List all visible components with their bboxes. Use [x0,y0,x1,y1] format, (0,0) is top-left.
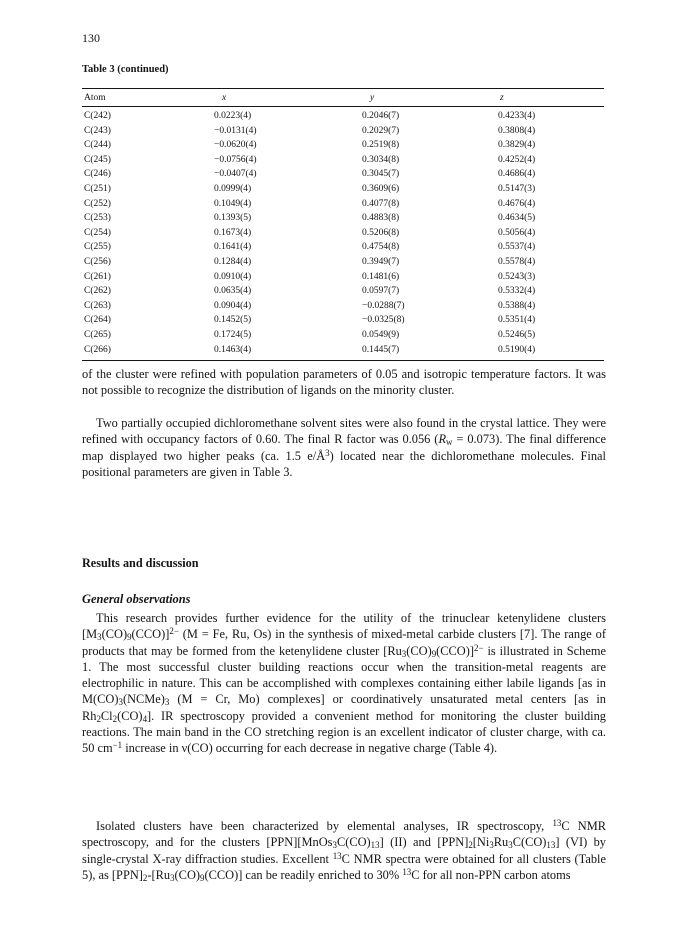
cell-atom: C(253) [84,213,111,224]
paragraph-continuation: of the cluster were refined with population parameters of 0.05 and isotropic temperature factors. It was not possible to recognize the distribution of ligands on the minority cluster. [82,367,606,398]
cell-x: 0.0999(4) [214,183,252,194]
cell-y: 0.0549(9) [362,329,400,340]
cell-atom: C(251) [84,183,111,194]
cell-z: 0.5351(4) [498,315,536,326]
paragraph-characterization: Isolated clusters have been characterized by elemental analyses, IR spectroscopy, $^{13}$C NMR spectroscopy, and for the clusters $[PPN][MnOs_3C(CO)_{13}]$ (II) and $[PPN]_2[Ni_3Ru_3C(CO)_{13}]$ (VI) by single-crystal X-ray diffraction studies. Excellent $^{13}$C NMR spectra were obtained for all clusters (Table 5), as $[PPN]_2-[Ru_3(CO)_9(CCO)]$ can be readily enriched to 30% $^{13}$C for all non-PPN carbon atoms [82,817,607,884]
table-row [82,240,604,255]
table-row [82,313,604,328]
table-caption: Table 3 (continued) [82,64,169,75]
cell-x: −0.0131(4) [214,125,257,136]
cell-x: −0.0407(4) [214,169,257,180]
cell-z: 0.5332(4) [498,286,536,297]
cell-x: −0.0620(4) [214,140,257,151]
table-row [82,255,604,270]
cell-z: 0.5190(4) [498,344,536,355]
cell-y: 0.1481(6) [362,271,400,282]
cell-atom: C(244) [84,140,111,151]
cell-y: 0.2519(8) [362,140,400,151]
cell-y: 0.2046(7) [362,111,400,121]
table-row [82,124,604,139]
cell-atom: C(245) [84,154,111,165]
cell-y: 0.4754(8) [362,242,400,253]
cell-x: 0.0910(4) [214,271,252,282]
cell-atom: C(243) [84,125,111,136]
table-row [82,284,604,299]
cell-x: 0.1641(4) [214,242,252,253]
header-z: z [498,89,604,107]
cell-atom: C(262) [84,286,111,297]
table-bottom-rule [82,360,604,361]
cell-atom: C(256) [84,256,111,267]
cell-y: 0.1445(7) [362,344,400,355]
table-row [82,343,604,361]
cell-x: 0.1393(5) [214,213,252,224]
table-row [82,182,604,197]
header-atom: Atom [82,89,202,107]
cell-atom: C(261) [84,271,111,282]
paragraph-general-observations: This research provides further evidence for the utility of the trinuclear ketenylidene clusters $[M_3(CO)_9(CCO)]^{2-}$ (M = Fe, Ru, Os) in the synthesis of mixed-metal carbide clusters [7]. The range of products that may be formed from the ketenylidene cluster $[Ru_3(CO)_9(CCO)]^{2-}$ is illustrated in Scheme 1. The most successful cluster building reactions occur when the transition-metal reagents are electrophilic in nature. This can be accomplished with complexes containing either labile ligands [as in $M(CO)_3(NCMe)_3$ (M = Cr, Mo) complexes] or coordinatively unsaturated metal centers [as in $Rh_2Cl_2(CO)_4$]. IR spectroscopy provided a convenient method for monitoring the cluster building reactions. The main band in the CO stretching region is an excellent indicator of cluster charge, with ca. 50 $cm^{-1}$ increase in ν(CO) occurring for each decrease in negative charge (Table 4). [82,611,606,756]
cell-z: 0.5537(4) [498,242,536,253]
cell-z: 0.4252(4) [498,154,536,165]
cell-y: 0.5206(8) [362,227,400,238]
cell-y: 0.4077(8) [362,198,400,209]
cell-z: 0.4676(4) [498,198,536,209]
cell-y: 0.3949(7) [362,256,400,267]
table-row [82,167,604,182]
cell-atom: C(266) [84,344,111,355]
table-row [82,299,604,314]
cell-z: 0.4686(4) [498,169,536,180]
cell-atom: C(246) [84,169,111,180]
cell-y: 0.3609(6) [362,183,400,194]
cell-y: 0.4883(8) [362,213,400,224]
cell-y: 0.3034(8) [362,154,400,165]
cell-y: −0.0288(7) [362,300,405,311]
cell-x: 0.1284(4) [214,256,252,267]
cell-z: 0.3808(4) [498,125,536,136]
cell-atom: C(252) [84,198,111,209]
cell-z: 0.5246(5) [498,329,536,340]
cell-atom: C(264) [84,315,111,326]
cell-z: 0.4634(5) [498,213,536,224]
cell-z: 0.5578(4) [498,256,536,267]
header-x: x [202,89,350,107]
cell-x: −0.0756(4) [214,154,257,165]
positional-parameters-table [82,88,604,360]
cell-z: 0.4233(4) [498,111,536,121]
page-number: 130 [82,31,100,45]
cell-z: 0.5147(3) [498,183,536,194]
table-row [82,211,604,226]
cell-x: 0.1463(4) [214,344,252,355]
cell-atom: C(263) [84,300,111,311]
cell-x: 0.1724(5) [214,329,252,340]
header-y: y [350,89,498,107]
table-row [82,328,604,343]
table-row [82,153,604,168]
cell-x: 0.1049(4) [214,198,252,209]
cell-atom: C(255) [84,242,111,253]
table-header-row [82,89,604,107]
cell-y: 0.3045(7) [362,169,400,180]
cell-x: 0.0223(4) [214,111,252,121]
table-row [82,270,604,285]
cell-y: 0.2029(7) [362,125,400,136]
cell-x: 0.1452(5) [214,315,252,326]
cell-x: 0.0635(4) [214,286,252,297]
cell-z: 0.5056(4) [498,227,536,238]
table-row [82,226,604,241]
table-row [82,138,604,153]
cell-atom: C(242) [84,111,111,121]
cell-x: 0.1673(4) [214,227,252,238]
cell-z: 0.3829(4) [498,140,536,151]
cell-y: −0.0325(8) [362,315,405,326]
paragraph-solvent-sites: Two partially occupied dichloromethane solvent sites were also found in the crystal lattice. They were refined with occupancy factors of 0.60. The final R factor was 0.056 $(R_w = 0.073)$. The final difference map displayed two higher peaks (ca. 1.5 $e/Å^3$) located near the dichloromethane molecules. Final positional parameters are given in Table 3. [82,416,607,479]
cell-z: 0.5388(4) [498,300,536,311]
subsection-heading: General observations [82,592,191,606]
table-row [82,197,604,212]
cell-atom: C(254) [84,227,111,238]
cell-z: 0.5243(3) [498,271,536,282]
cell-y: 0.0597(7) [362,286,400,297]
section-heading: Results and discussion [82,556,199,570]
cell-atom: C(265) [84,329,111,340]
table-row [82,107,604,124]
cell-x: 0.0904(4) [214,300,252,311]
